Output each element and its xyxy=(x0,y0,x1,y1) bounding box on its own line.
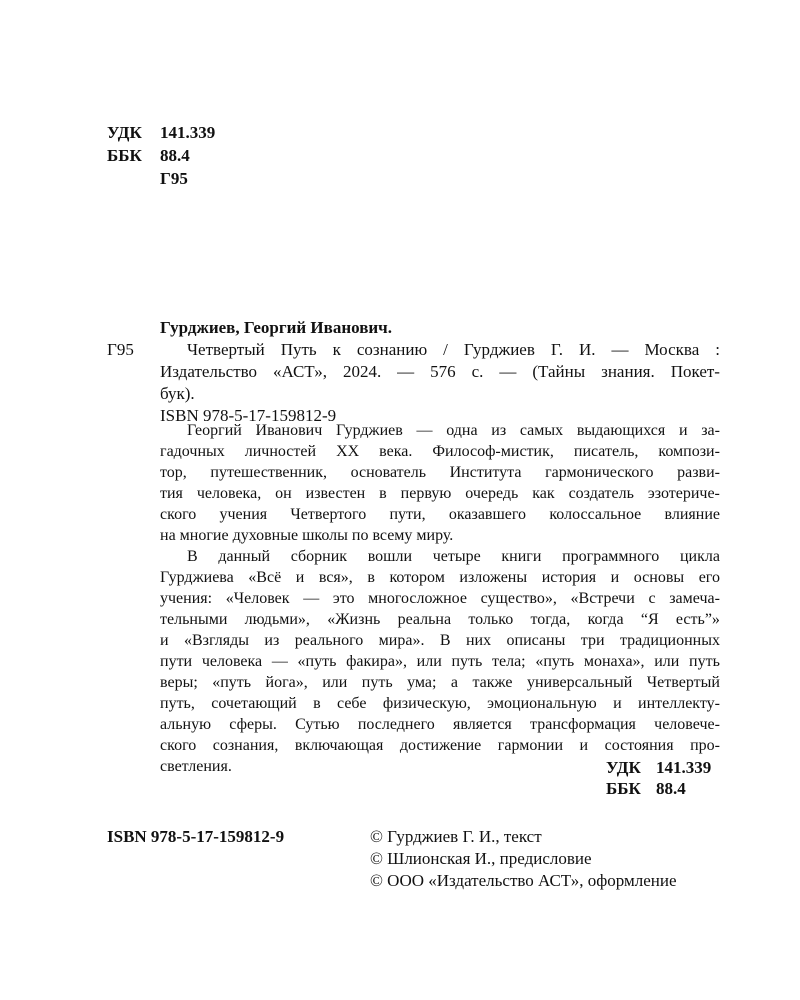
word: или xyxy=(416,653,442,670)
word: И. xyxy=(579,340,596,359)
word: «путь xyxy=(212,674,252,691)
word: (Тайны xyxy=(532,362,586,381)
word: веры; xyxy=(160,674,198,691)
word: личностей xyxy=(244,443,317,460)
word: и xyxy=(610,569,620,586)
word: Путь xyxy=(280,340,317,359)
word: за- xyxy=(701,422,720,439)
udk-value-top: 141.339 xyxy=(160,123,216,142)
word: человече- xyxy=(654,716,720,733)
word: Гурджиева xyxy=(160,569,234,586)
paragraph-line xyxy=(187,546,720,567)
word: тельными xyxy=(160,611,228,628)
word: Четвертый xyxy=(187,340,265,359)
word: интеллекту- xyxy=(638,695,720,712)
word: сборник xyxy=(290,548,348,565)
word: традиционных xyxy=(619,632,720,649)
word: Института xyxy=(449,464,522,481)
word: путь xyxy=(361,674,393,691)
word: эзотериче- xyxy=(647,485,720,502)
word: гармонического xyxy=(545,464,654,481)
word: “Я xyxy=(640,611,659,628)
word: мира». xyxy=(378,632,425,649)
word: три xyxy=(580,632,605,649)
word: одна xyxy=(446,422,478,439)
word: «Встречи xyxy=(570,590,635,607)
word: цикла xyxy=(679,548,720,565)
word: сознанию xyxy=(356,340,428,359)
word: учения: xyxy=(160,590,213,607)
word: йога», xyxy=(265,674,308,691)
word: самых xyxy=(519,422,564,439)
word: Четвертый xyxy=(646,674,720,691)
word: — xyxy=(416,422,433,439)
word: трансформация xyxy=(530,716,636,733)
word: замеча- xyxy=(669,590,720,607)
word: Москва xyxy=(644,340,700,359)
word: / xyxy=(443,340,448,359)
word: века. xyxy=(379,443,413,460)
word: альную xyxy=(160,716,212,733)
author-mark: Г95 xyxy=(107,340,134,359)
word: оказавшего xyxy=(448,506,527,523)
paragraph-line xyxy=(187,420,720,441)
word: В xyxy=(187,548,198,565)
word: колоссальное xyxy=(549,506,642,523)
word: — xyxy=(499,362,517,381)
word: Издательство xyxy=(160,362,258,381)
word: выдающихся xyxy=(576,422,666,439)
word: а xyxy=(450,674,459,691)
paragraph-line xyxy=(160,735,720,756)
paragraph-line xyxy=(160,504,720,525)
word: в xyxy=(379,485,387,502)
paragraph-line xyxy=(160,588,720,609)
word: реального xyxy=(294,632,364,649)
paragraph-line xyxy=(160,567,720,588)
word: история xyxy=(541,569,597,586)
description-line: бук). xyxy=(160,384,195,403)
word: «Всё xyxy=(248,569,282,586)
word: сферы. xyxy=(229,716,277,733)
word: 576 xyxy=(430,362,456,381)
word: «путь xyxy=(535,653,575,670)
word: с xyxy=(648,590,656,607)
word: людьми», xyxy=(244,611,310,628)
word: также xyxy=(472,674,513,691)
word: физическую, xyxy=(382,695,471,712)
word: или xyxy=(322,674,348,691)
word: себе xyxy=(337,695,367,712)
word: писатель, xyxy=(573,443,639,460)
word: разви- xyxy=(677,464,720,481)
paragraph-line xyxy=(160,714,720,735)
word: многосложное xyxy=(368,590,467,607)
word: пути, xyxy=(389,506,426,523)
paragraph-line xyxy=(160,651,720,672)
word: и xyxy=(678,422,688,439)
word: как xyxy=(532,485,555,502)
word: Сутью xyxy=(295,716,340,733)
word: и xyxy=(160,632,169,649)
word: в xyxy=(313,695,321,712)
paragraph-line xyxy=(160,462,720,483)
word: Четвертого xyxy=(290,506,367,523)
word: четыре xyxy=(432,548,481,565)
word: путь xyxy=(689,653,720,670)
word: учения xyxy=(219,506,268,523)
paragraph-line xyxy=(160,630,720,651)
word: ского xyxy=(160,737,197,754)
copyright-design: © ООО «Издательство АСТ», оформление xyxy=(370,871,677,890)
paragraph-line xyxy=(160,441,720,462)
bbk-label-top: ББК xyxy=(107,146,142,165)
word: Покет- xyxy=(670,362,720,381)
paragraph-line: на многие духовные школы по всему миру. xyxy=(160,527,454,544)
word: «Жизнь xyxy=(327,611,381,628)
word: и xyxy=(295,569,305,586)
word: в xyxy=(367,569,375,586)
paragraph-line xyxy=(160,483,720,504)
word: — xyxy=(397,362,415,381)
word: «путь xyxy=(297,653,337,670)
paragraph-line xyxy=(160,693,720,714)
word: котором xyxy=(389,569,445,586)
word: них xyxy=(465,632,492,649)
word: влияние xyxy=(664,506,720,523)
author-mark-top: Г95 xyxy=(160,169,188,188)
description-line xyxy=(160,361,720,383)
word: путь, xyxy=(160,695,195,712)
paragraph-line xyxy=(160,609,720,630)
word: состояния xyxy=(604,737,674,754)
word: путь xyxy=(451,653,483,670)
word: 2024. xyxy=(342,362,382,381)
word: ума; xyxy=(407,674,437,691)
word: тела; xyxy=(492,653,526,670)
word: очередь xyxy=(465,485,519,502)
word: Георгий xyxy=(187,422,242,439)
word: вошли xyxy=(367,548,413,565)
word: Гурджиев xyxy=(463,340,535,359)
word: с. xyxy=(471,362,484,381)
word: из xyxy=(264,632,280,649)
word: В xyxy=(439,632,451,649)
word: изложены xyxy=(459,569,528,586)
word: известен xyxy=(305,485,366,502)
word: про- xyxy=(690,737,720,754)
word: основы xyxy=(633,569,685,586)
word: человека xyxy=(201,653,263,670)
word: и xyxy=(613,695,622,712)
word: «АСТ», xyxy=(273,362,327,381)
word: к xyxy=(332,340,341,359)
word: Г. xyxy=(550,340,564,359)
word: программного xyxy=(562,548,660,565)
word: он xyxy=(275,485,292,502)
word: реальна xyxy=(397,611,452,628)
udk-value-bottom: 141.339 xyxy=(656,758,712,777)
word: есть”» xyxy=(675,611,720,628)
word: путешественник, xyxy=(210,464,327,481)
paragraph-line: светления. xyxy=(160,758,232,775)
word: Иванович xyxy=(255,422,323,439)
author-heading: Гурджиев, Георгий Иванович. xyxy=(160,318,393,337)
bbk-value-bottom: 88.4 xyxy=(656,779,686,798)
word: только xyxy=(468,611,514,628)
word: пути xyxy=(160,653,193,670)
word: гадочных xyxy=(160,443,225,460)
description-line xyxy=(187,339,720,361)
word: — xyxy=(271,653,288,670)
word: это xyxy=(332,590,355,607)
word: достижение xyxy=(399,737,482,754)
word: гармонии xyxy=(497,737,564,754)
word: является xyxy=(452,716,512,733)
word: : xyxy=(715,340,720,359)
paragraph-line xyxy=(160,672,720,693)
word: Гурджиев xyxy=(335,422,403,439)
word: из xyxy=(491,422,507,439)
word: данный xyxy=(218,548,271,565)
word: эмоциональную xyxy=(487,695,597,712)
word: сознания, xyxy=(212,737,279,754)
word: включающая xyxy=(294,737,384,754)
bbk-value-top: 88.4 xyxy=(160,146,190,165)
word: тогда, xyxy=(530,611,571,628)
footer-isbn: ISBN 978-5-17-159812-9 xyxy=(107,827,285,846)
word: «Человек xyxy=(225,590,290,607)
word: — xyxy=(611,340,629,359)
udk-label-top: УДК xyxy=(107,123,142,142)
udk-label-bottom: УДК xyxy=(606,758,641,777)
word: компози- xyxy=(658,443,720,460)
word: его xyxy=(698,569,720,586)
word: когда xyxy=(587,611,624,628)
word: вся», xyxy=(318,569,353,586)
word: первую xyxy=(400,485,452,502)
word: человека, xyxy=(196,485,262,502)
word: и xyxy=(579,737,589,754)
word: факира», xyxy=(346,653,407,670)
word: универсальный xyxy=(526,674,633,691)
word: книги xyxy=(501,548,542,565)
word: тор, xyxy=(160,464,187,481)
copyright-author: © Гурджиев Г. И., текст xyxy=(370,827,542,846)
word: Философ-мистик, xyxy=(432,443,554,460)
word: ского xyxy=(160,506,197,523)
word: знания. xyxy=(601,362,655,381)
word: существо», xyxy=(480,590,557,607)
description-line: ISBN 978-5-17-159812-9 xyxy=(160,406,337,425)
word: XX xyxy=(336,443,360,460)
word: монаха», xyxy=(583,653,645,670)
word: или xyxy=(654,653,680,670)
word: создатель xyxy=(568,485,634,502)
copyright-preface: © Шлионская И., предисловие xyxy=(370,849,592,868)
word: основатель xyxy=(350,464,427,481)
word: тия xyxy=(160,485,183,502)
bbk-label-bottom: ББК xyxy=(606,779,641,798)
word: сочетающий xyxy=(211,695,297,712)
word: — xyxy=(303,590,320,607)
word: описаны xyxy=(506,632,566,649)
word: «Взгляды xyxy=(183,632,249,649)
word: последнего xyxy=(357,716,435,733)
